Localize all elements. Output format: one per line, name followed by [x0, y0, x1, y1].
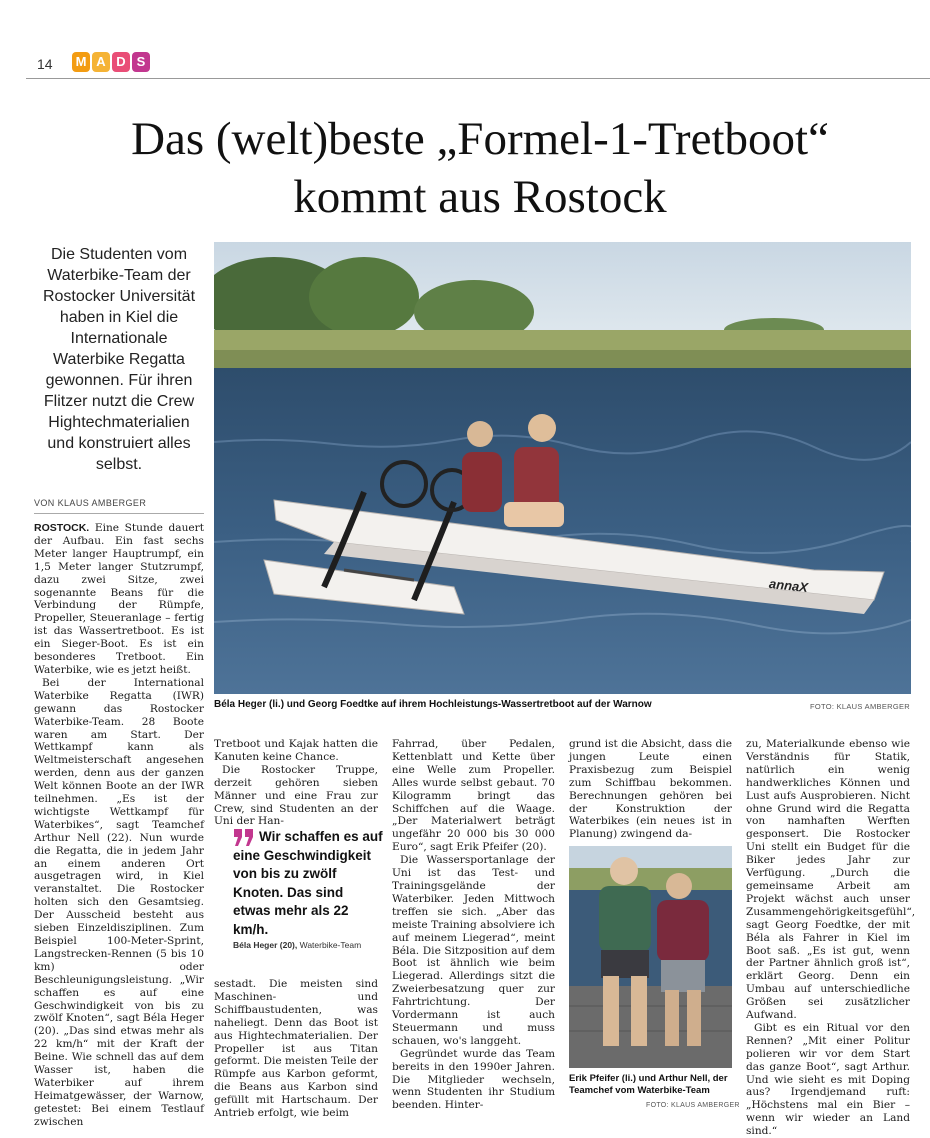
- page-number: 14: [37, 56, 53, 72]
- paragraph: grund ist die Absicht, dass die jungen Leute einen Praxisbezug zum Beispiel zum Schiffbau bekommen. Berechnungen gehören bei der Konstruktion der Waterbikes (ein neues ist in Planung) zwingend da-: [569, 738, 732, 841]
- headline: [30, 110, 930, 226]
- article-column-2: [214, 738, 378, 828]
- paragraph: sestadt. Die meisten sind Maschinen- und Schiffbaustudenten, was naheliegt. Denn das Boot ist aus Hightechmaterialien. Der Propeller ist aus Titan geformt. Die meisten Teile der Rümpfe aus Karbon geformt, die Beans aus Karbon sind gefüllt mit Hartschaum. Der Antrieb erfolgt, wie beim: [214, 978, 378, 1120]
- article-column-5: [746, 738, 916, 1138]
- team-photo: [569, 846, 732, 1068]
- logo-letter-a: A: [92, 52, 110, 72]
- quote-source-name: Béla Heger (20),: [233, 940, 298, 950]
- article-column-2-bottom: [214, 978, 378, 1120]
- paragraph: Die Rostocker Truppe, derzeit gehören sieben Männer und eine Frau zur Crew, sind Studenten an der Uni der Han-: [214, 763, 378, 828]
- team-photo-credit: FOTO: KLAUS AMBERGER: [646, 1102, 740, 1109]
- paragraph: Fahrrad, über Pedalen, Kettenblatt und Kette über eine Welle zum Propeller. Alles wurde selbst gebaut. 70 Kilogramm bringt das Schiffchen auf die Waage. „Der Materialwert beträgt ungefähr 20 000 bis 30 000 Euro“, sagt Erik Pfeifer (20).: [392, 738, 555, 854]
- team-photo-caption: Erik Pfeifer (li.) und Arthur Nell, der Teamchef vom Waterbike-Team: [569, 1073, 728, 1096]
- byline-divider: [34, 513, 204, 514]
- pull-quote-source: [233, 940, 361, 950]
- paragraph: zu, Materialkunde ebenso wie Verständnis für Statik, natürlich ein wenig handwerkliches Können und Lust aufs Ausprobieren. Nicht ohne Grund wird die Regatta von namhaften Werften gesponsert. Die Rostocker Uni stellt ein Budget für die Biker jedes Jahr zur Verfügung. „Durch die gemeinsame Arbeit am Projekt wächst auch unser Zusammengehörigkeitsgefühl“, sagt Georg Foedtke, der mit Béla als Fahrer in Kiel im Boot saß. „Es ist gut, wenn der Partner ähnlich groß ist“, erklärt Georg. Denn ein Umbau auf unterschiedliche Größen sei zusätzlicher Aufwand.: [746, 738, 916, 1022]
- main-photo-caption: Béla Heger (li.) und Georg Foedtke auf ihrem Hochleistungs-Wassertretboot auf der Warnow: [214, 699, 652, 710]
- paragraph: Die Wassersportanlage der Uni ist das Test- und Trainingsgelände der Waterbiker. Jeden Mittwoch treffen sie sich. „Aber das meiste Training absolviere ich auf meinem Liegerad“, meint Béla. Die Sitzposition auf dem Boot ist ähnlich wie beim Liegerad. Allerdings sitzt die Zweierbesatzung quer zur Fahrtrichtung. Der Vordermann ist auch Steuermann und muss schauen, wo's langgeht.: [392, 854, 555, 1047]
- article-column-4: [569, 738, 732, 841]
- paragraph: Gegründet wurde das Team bereits in den 1990er Jahren. Die Mitglieder wechseln, wenn Studenten ihr Studium beenden. Hinter-: [392, 1047, 555, 1112]
- paragraph: Tretboot und Kajak hatten die Kanuten keine Chance.: [214, 738, 378, 763]
- paragraph: [34, 522, 204, 677]
- header-divider: [26, 78, 930, 79]
- paragraph-text: Eine Stunde dauert der Aufbau. Ein fast sechs Meter langer Hauptrumpf, ein 1,5 Meter langer Stutzrumpf, dazu zwei Sitze, zwei sogenannte Beans für die Verbindung der Rümpfe, Propeller, Steueranlage – fertig ist das Wassertretboot. Es ist ein Sieger-Boot. Es ist ein besonderes Tretboot. Ein Waterbike, wie es jetzt heißt.: [34, 522, 204, 676]
- main-photo: [214, 242, 911, 694]
- byline: VON KLAUS AMBERGER: [34, 498, 147, 508]
- dateline: ROSTOCK.: [34, 522, 90, 534]
- section-logo: [72, 52, 150, 72]
- logo-letter-s: S: [132, 52, 150, 72]
- main-photo-credit: FOTO: KLAUS AMBERGER: [809, 702, 910, 711]
- article-column-1: [34, 522, 204, 1128]
- logo-letter-m: M: [72, 52, 90, 72]
- logo-letter-d: D: [112, 52, 130, 72]
- article-column-3: [392, 738, 555, 1112]
- boat-brand-text: annaX: [768, 576, 809, 595]
- headline-line-1: Das (welt)beste „Formel-1-Tretboot“: [131, 113, 829, 165]
- quote-source-role: Waterbike-Team: [297, 940, 362, 950]
- pull-quote: Wir schaffen es auf eine Geschwindigkeit von bis zu zwölf Knoten. Das sind etwas mehr als 22 km/h.: [233, 829, 383, 937]
- teaser-text: Die Studenten vom Waterbike-Team der Rostocker Universität haben in Kiel die Internationale Waterbike Regatta gewonnen. Für ihren Flitzer nutzt die Crew Hightechmaterialien und konstruiert alles selbst.: [42, 246, 196, 473]
- paragraph: Bei der International Waterbike Regatta (IWR) gewann das Rostocker Waterbike-Team. 28 Boote waren am Start. Der Wettkampf kann als Weltmeisterschaft angesehen werden, denn aus der ganzen Welt können Boote an der IWR teilnehmen. „Es ist der wichtigste Wettkampf für Waterbikes“, sagt Teamchef Arthur Nell (22). Nun wurde die Regatta, die in jedem Jahr an einem anderen Ort ausgetragen wird, in Kiel veranstaltet. Die Rostocker holten sich den Gesamtsieg. Der Ausscheid besteht aus sieben Einzeldisziplinen. Zum Beispiel 100-Meter-Sprint, Langstrecken-Rennen (5 bis 10 km) oder Beschleunigungsleistung. „Wir schaffen es auf eine Geschwindigkeit von bis zu zwölf Knoten“, sagt Béla Heger (20). „Das sind etwas mehr als 22 km/h“ mit der Kraft der Beine. Wie schnell das auf dem Wasser ist, haben die Waterbiker auf ihrem Heimatgewässer, der Warnow, getestet: Bei einem Testlauf zwischen: [34, 676, 204, 1128]
- headline-line-2: kommt aus Rostock: [293, 171, 667, 223]
- paragraph: Gibt es ein Ritual vor den Rennen? „Mit einer Politur polieren wir vor dem Start das ganze Boot“, sagt Arthur. Und wie sieht es mit Doping aus? Irgendjemand ruft: „Höchstens mal ein Bier – wenn wir wieder an Land sind.“: [746, 1021, 910, 1138]
